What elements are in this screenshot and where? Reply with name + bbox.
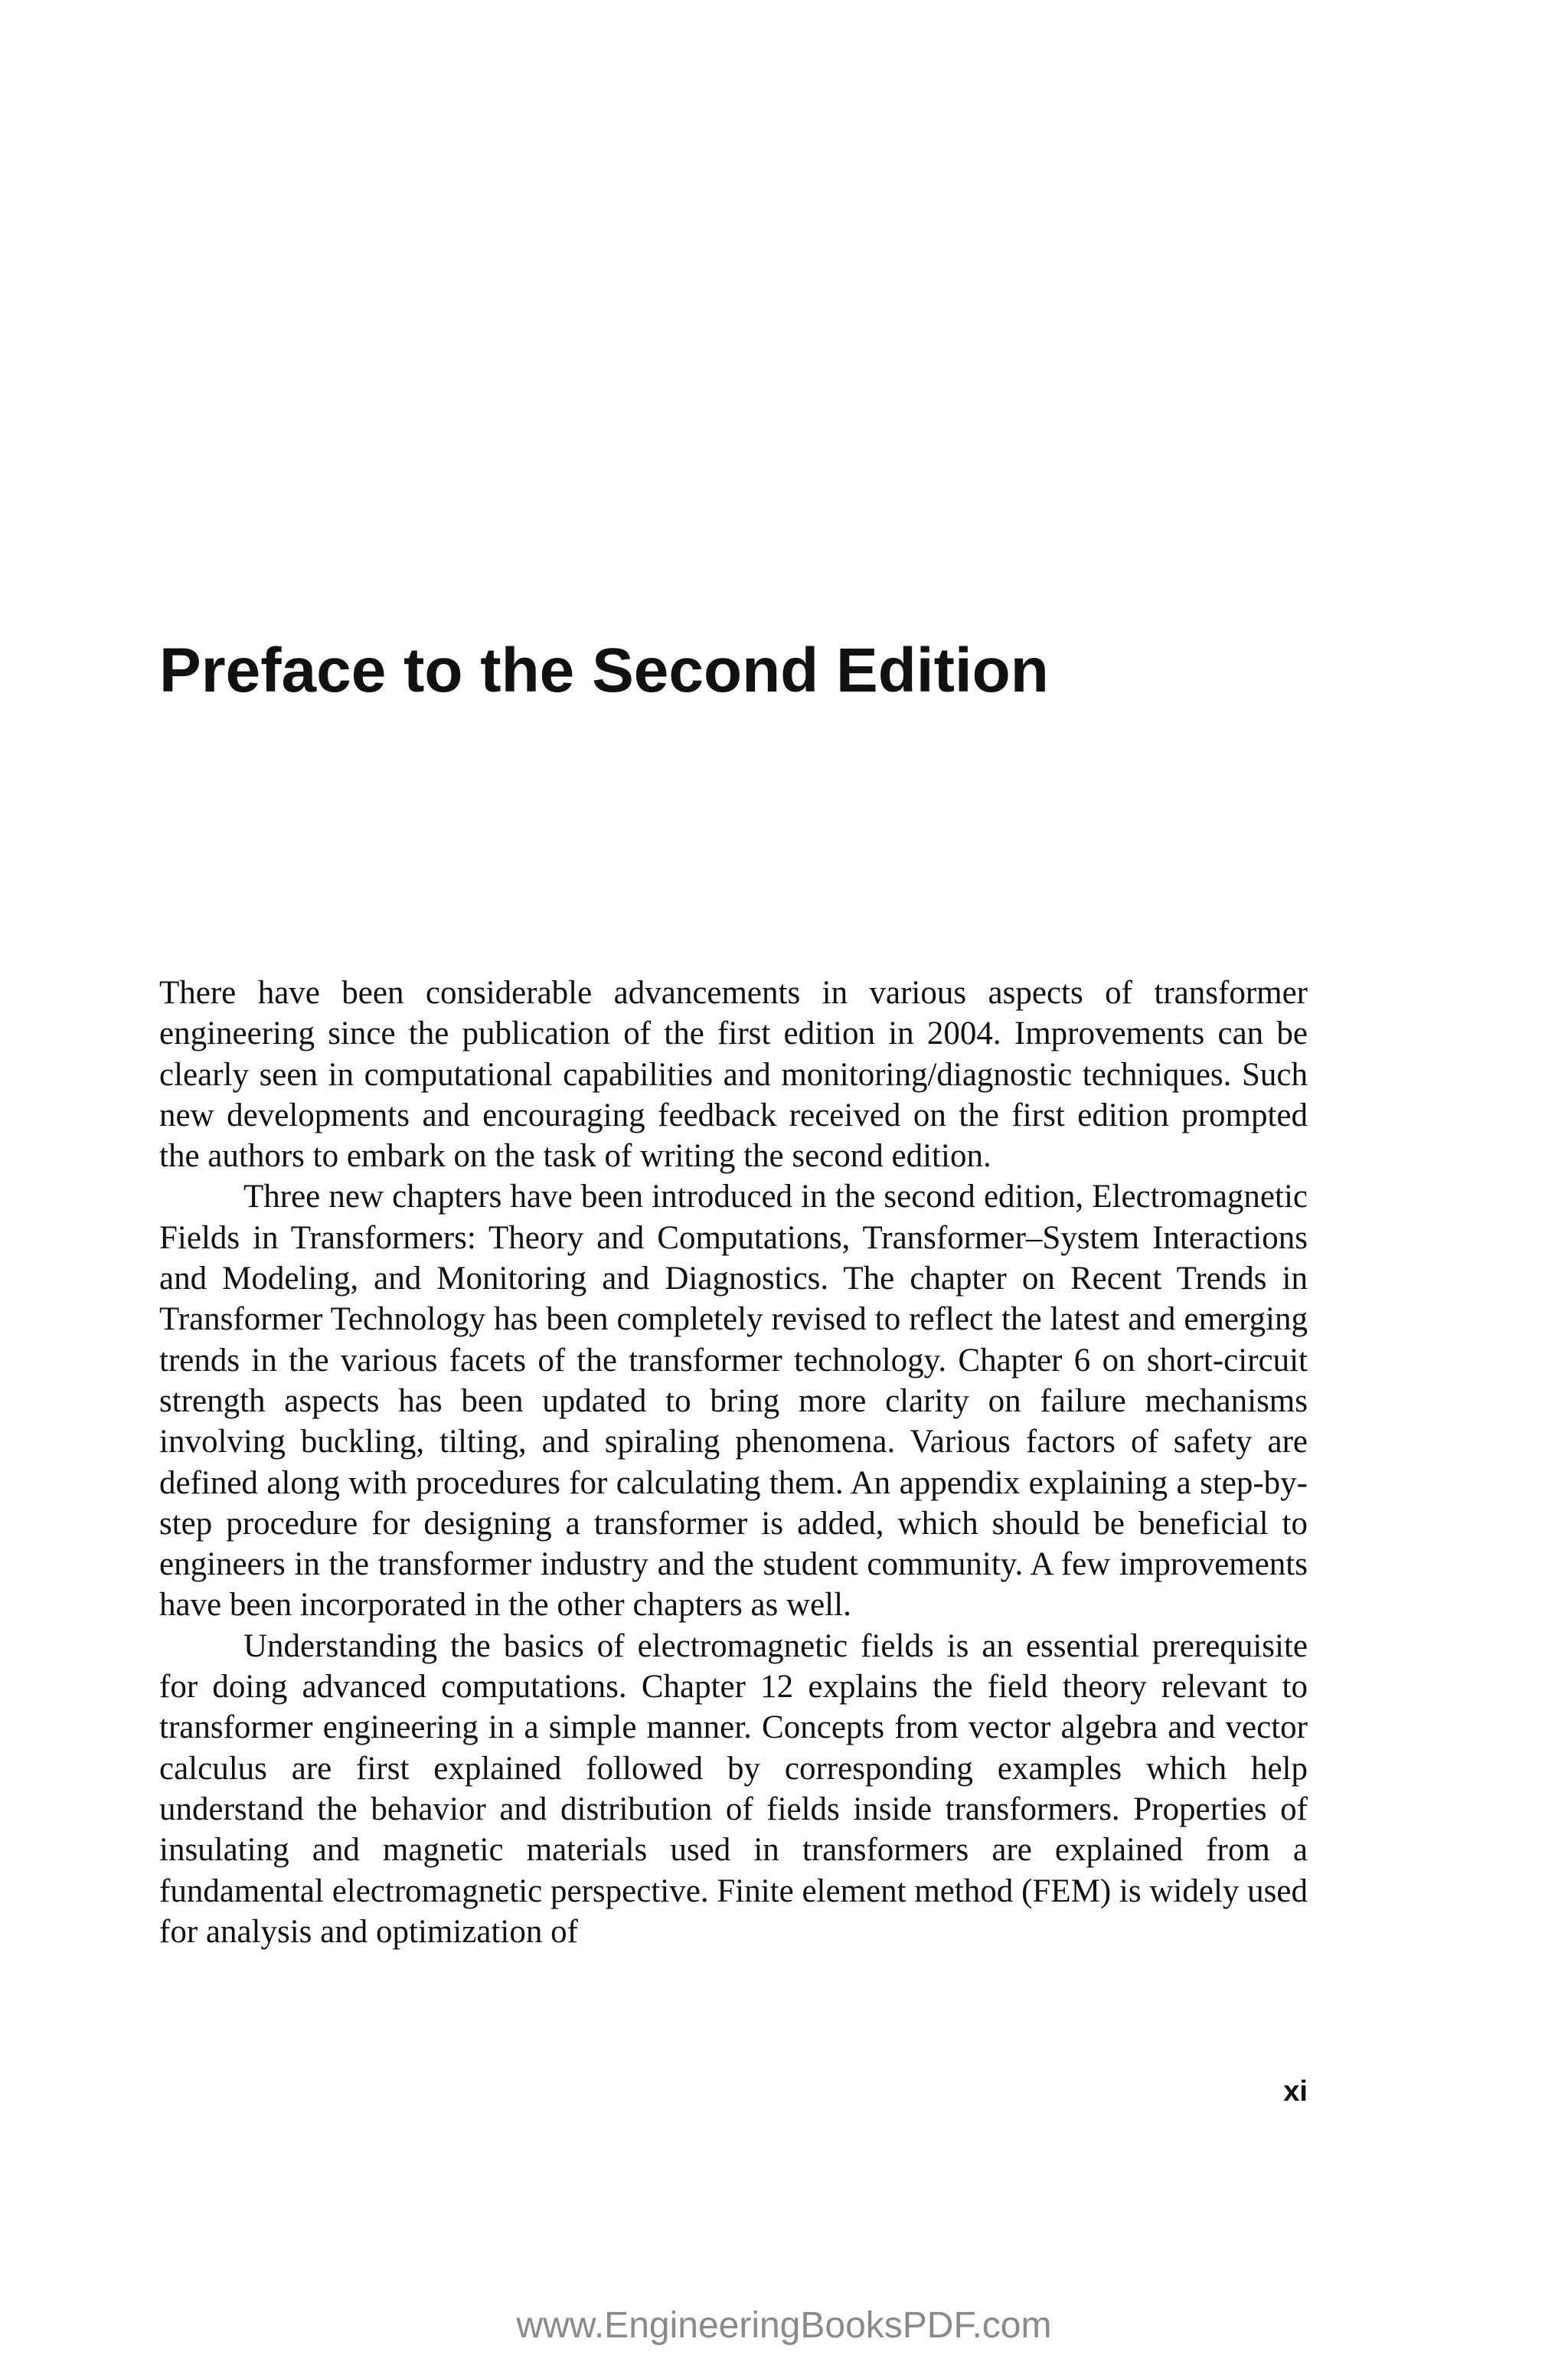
page-title: Preface to the Second Edition <box>159 636 1049 705</box>
body-text <box>159 973 1308 1952</box>
paragraph-3: Understanding the basics of electromagnetic fields is an essential prerequisite for doing advanced computations. Chapter 12 explains the field theory relevant to transformer engineering in a simple manner. Concepts from vector algebra and vector calculus are first explained followed by corresponding examples which help understand the behavior and distribution of fields inside transformers. Properties of insulating and magnetic materials used in transformers are explained from a fundamental electromagnetic perspective. Finite element method (FEM) is widely used for analysis and optimization of <box>159 1627 1308 1950</box>
page-number: xi <box>1283 2075 1308 2108</box>
paragraph-2: Three new chapters have been introduced in the second edition, Electromagnetic Fields in Transformers: Theory and Computations, Transformer–System Interactions and Modeling, and Monitoring and Diagnostics. The chapter on Recent Trends in Transformer Technology has been completely revised to reflect the latest and emerging trends in the various facets of the transformer technology. Chapter 6 on short-circuit strength aspects has been updated to bring more clarity on failure mechanisms involving buckling, tilting, and spiraling phenomena. Various factors of safety are defined along with procedures for calculating them. An appendix explaining a step-by-step procedure for designing a transformer is added, which should be beneficial to engineers in the transformer industry and the student community. A few improvements have been incorporated in the other chapters as well. <box>159 1179 1308 1624</box>
paragraph-1: There have been considerable advancements in various aspects of transformer engineering since the publication of the first edition in 2004. Improvements can be clearly seen in computational capabilities and monitoring/diagnostic techniques. Such new developments and encouraging feedback received on the first edition prompted the authors to embark on the task of writing the second edition. <box>159 975 1308 1175</box>
watermark-url: www.EngineeringBooksPDF.com <box>516 2305 1052 2346</box>
